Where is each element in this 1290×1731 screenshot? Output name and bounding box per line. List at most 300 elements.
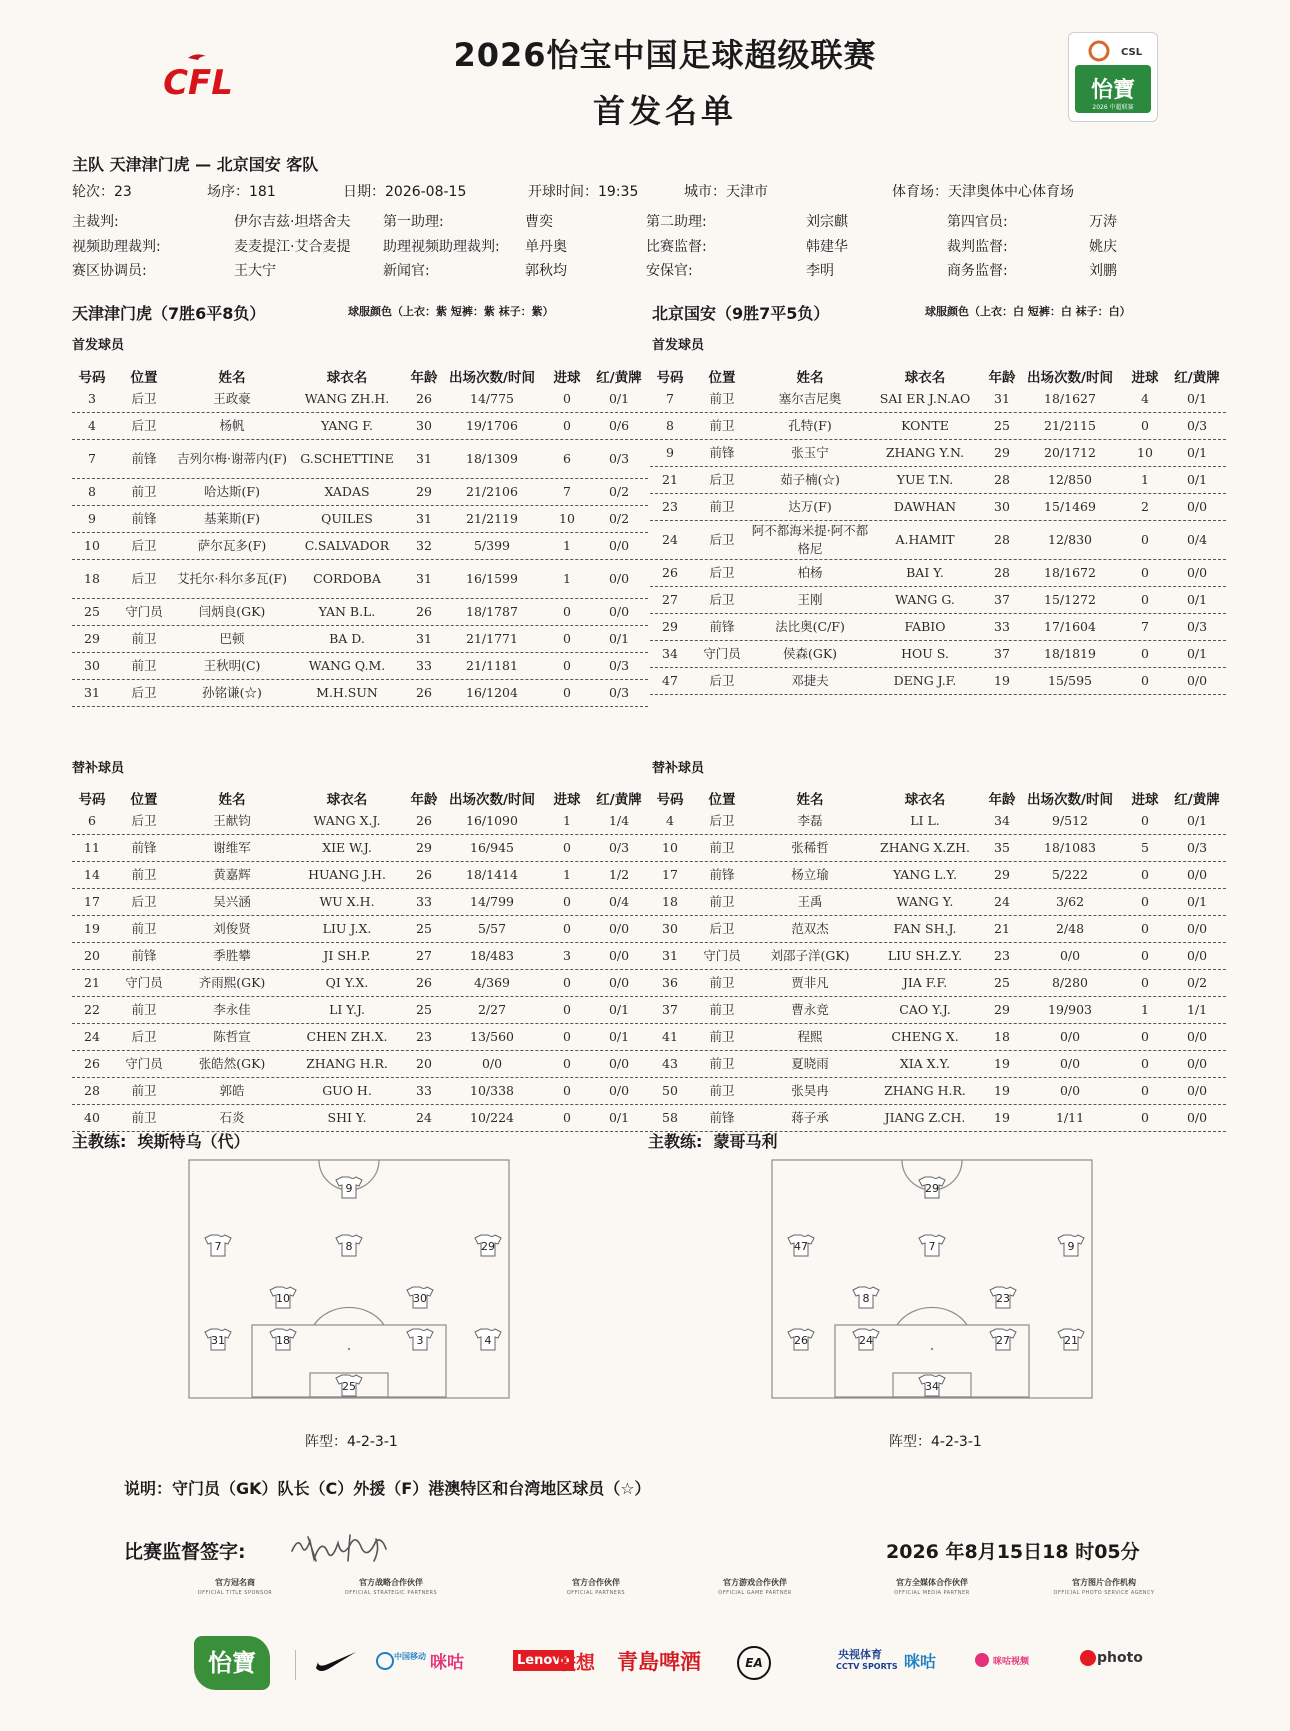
player-age: 37 bbox=[994, 591, 1010, 607]
away-starters-table bbox=[650, 364, 1226, 695]
appearances-minutes: 18/1083 bbox=[1044, 839, 1096, 855]
player-row bbox=[650, 1105, 1226, 1132]
player-age: 27 bbox=[416, 947, 432, 963]
player-row bbox=[650, 467, 1226, 494]
official-label: 第四官员: bbox=[947, 214, 1008, 230]
column-header: 年龄 bbox=[988, 370, 1016, 386]
player-row bbox=[650, 835, 1226, 862]
shirt-name: LI Y.J. bbox=[329, 1001, 365, 1017]
player-number: 8 bbox=[88, 483, 96, 499]
cards: 0/1 bbox=[1186, 471, 1208, 487]
player-row bbox=[72, 413, 648, 440]
player-jersey-icon bbox=[336, 1375, 362, 1396]
column-header: 球衣名 bbox=[326, 370, 368, 386]
partner-caption-en: OFFICIAL PHOTO SERVICE AGENCY bbox=[1053, 1590, 1155, 1596]
player-position: 前卫 bbox=[131, 1109, 157, 1125]
appearances-minutes: 16/1599 bbox=[466, 570, 518, 586]
player-row bbox=[72, 1078, 648, 1105]
jersey-number: 30 bbox=[413, 1292, 427, 1305]
jersey-number: 4 bbox=[484, 1334, 492, 1347]
column-header: 红/黄牌 bbox=[596, 792, 642, 808]
goals: 1 bbox=[563, 866, 571, 882]
partner-caption-en: OFFICIAL STRATEGIC PARTNERS bbox=[344, 1590, 438, 1596]
cards: 0/1 bbox=[1186, 812, 1208, 828]
home-formation: 阵型：4-2-3-1 bbox=[305, 1434, 398, 1450]
cards: 0/1 bbox=[608, 630, 630, 646]
cards: 0/0 bbox=[1186, 564, 1208, 580]
player-number: 19 bbox=[84, 920, 100, 936]
partner-caption: 官方图片合作机构 bbox=[1072, 1578, 1136, 1587]
goals: 0 bbox=[563, 893, 571, 909]
goals: 0 bbox=[563, 1109, 571, 1125]
player-position: 前锋 bbox=[709, 618, 735, 634]
appearances-minutes: 0/0 bbox=[1059, 1055, 1081, 1071]
goals: 10 bbox=[1137, 444, 1153, 460]
appearances-minutes: 14/775 bbox=[470, 390, 514, 406]
appearances-minutes: 10/338 bbox=[470, 1082, 514, 1098]
player-age: 37 bbox=[994, 645, 1010, 661]
player-jersey-icon bbox=[205, 1235, 231, 1256]
cards: 0/3 bbox=[1186, 417, 1208, 433]
player-age: 18 bbox=[994, 1028, 1010, 1044]
player-position: 前卫 bbox=[131, 1001, 157, 1017]
player-age: 19 bbox=[994, 672, 1010, 688]
player-name: 杨立瑜 bbox=[791, 866, 829, 882]
player-number: 7 bbox=[88, 450, 96, 466]
player-position: 后卫 bbox=[709, 920, 735, 936]
jersey-number: 7 bbox=[928, 1240, 936, 1253]
jersey-number: 9 bbox=[345, 1182, 353, 1195]
player-age: 33 bbox=[994, 618, 1010, 634]
goals: 0 bbox=[1141, 866, 1149, 882]
player-jersey-icon bbox=[407, 1287, 433, 1308]
player-jersey-icon bbox=[205, 1329, 231, 1350]
player-position: 前卫 bbox=[709, 893, 735, 909]
official-label: 赛区协调员: bbox=[72, 263, 147, 279]
player-age: 31 bbox=[416, 450, 432, 466]
player-row bbox=[72, 889, 648, 916]
player-number: 10 bbox=[84, 537, 100, 553]
player-position: 前锋 bbox=[709, 444, 735, 460]
player-name: 张稀哲 bbox=[791, 839, 829, 855]
shirt-name: JIANG Z.CH. bbox=[884, 1109, 966, 1125]
table-header bbox=[72, 364, 648, 386]
column-header: 号码 bbox=[656, 792, 684, 808]
cards: 1/4 bbox=[608, 812, 630, 828]
shirt-name: WANG X.J. bbox=[313, 812, 381, 828]
shirt-name: WANG ZH.H. bbox=[304, 390, 390, 406]
player-age: 21 bbox=[994, 920, 1010, 936]
column-header: 姓名 bbox=[796, 370, 824, 386]
appearances-minutes: 18/1672 bbox=[1044, 564, 1096, 580]
player-name: 范双杰 bbox=[791, 920, 829, 936]
china-mobile-icon bbox=[376, 1652, 394, 1670]
player-name: 巴顿 bbox=[219, 630, 245, 646]
player-name: 程熙 bbox=[797, 1028, 823, 1044]
player-number: 29 bbox=[662, 618, 678, 634]
appearances-minutes: 0/0 bbox=[1059, 1082, 1081, 1098]
cards: 0/0 bbox=[608, 1055, 630, 1071]
goals: 0 bbox=[1141, 1109, 1149, 1125]
official-name: 麦麦提江·艾合麦提 bbox=[234, 239, 351, 255]
shirt-name: ZHANG H.R. bbox=[884, 1082, 966, 1098]
shirt-name: QI Y.X. bbox=[325, 974, 369, 990]
appearances-minutes: 18/1414 bbox=[466, 866, 518, 882]
player-position: 前卫 bbox=[131, 483, 157, 499]
goals: 0 bbox=[563, 1001, 571, 1017]
player-row bbox=[650, 668, 1226, 695]
migu-sports-logo: 咪咕 bbox=[904, 1652, 937, 1671]
home-coach bbox=[72, 1129, 250, 1152]
player-jersey-icon bbox=[475, 1235, 501, 1256]
appearances-minutes: 18/1309 bbox=[466, 450, 518, 466]
cards: 0/0 bbox=[1186, 920, 1208, 936]
player-name: 哈达斯(F) bbox=[204, 483, 260, 499]
goals: 3 bbox=[563, 947, 571, 963]
jersey-number: 47 bbox=[794, 1240, 808, 1253]
cards: 0/3 bbox=[608, 684, 630, 700]
official-label: 新闻官: bbox=[383, 263, 430, 279]
player-row bbox=[650, 641, 1226, 668]
page-subtitle: 首发名单 bbox=[592, 92, 737, 130]
player-position: 守门员 bbox=[125, 1055, 163, 1071]
appearances-minutes: 5/222 bbox=[1051, 866, 1089, 882]
column-header: 进球 bbox=[553, 370, 581, 386]
player-row bbox=[72, 1105, 648, 1132]
appearances-minutes: 15/1469 bbox=[1044, 498, 1096, 514]
player-position: 后卫 bbox=[131, 1028, 157, 1044]
player-position: 前卫 bbox=[131, 866, 157, 882]
appearances-minutes: 19/1706 bbox=[466, 417, 518, 433]
migu-video-icon bbox=[975, 1653, 989, 1667]
player-position: 前卫 bbox=[709, 839, 735, 855]
player-position: 守门员 bbox=[703, 645, 741, 661]
player-position: 后卫 bbox=[709, 471, 735, 487]
photo-agency-icon bbox=[1080, 1650, 1096, 1666]
appearances-minutes: 12/830 bbox=[1048, 531, 1092, 547]
goals: 2 bbox=[1141, 498, 1149, 514]
shirt-name: YANG F. bbox=[321, 417, 373, 433]
player-position: 后卫 bbox=[131, 390, 157, 406]
appearances-minutes: 14/799 bbox=[470, 893, 514, 909]
cards: 0/0 bbox=[1186, 1109, 1208, 1125]
away-formation-pitch bbox=[771, 1159, 1093, 1399]
appearances-minutes: 5/57 bbox=[477, 920, 507, 936]
ea-logo: EA bbox=[737, 1646, 771, 1680]
official-name: 姚庆 bbox=[1089, 239, 1117, 255]
player-row bbox=[650, 1051, 1226, 1078]
cards: 0/0 bbox=[608, 974, 630, 990]
appearances-minutes: 21/2115 bbox=[1044, 417, 1096, 433]
player-age: 31 bbox=[416, 630, 432, 646]
away-formation: 阵型：4-2-3-1 bbox=[889, 1434, 982, 1450]
partner-caption-en: OFFICIAL PARTNERS bbox=[566, 1590, 626, 1596]
player-name: 郭皓 bbox=[219, 1082, 245, 1098]
shirt-name: WANG Q.M. bbox=[308, 657, 386, 673]
column-header: 进球 bbox=[1131, 792, 1159, 808]
player-name: 李磊 bbox=[797, 812, 823, 828]
player-name: 齐雨熙(GK) bbox=[198, 974, 266, 990]
column-header: 年龄 bbox=[410, 792, 438, 808]
player-row bbox=[72, 440, 648, 479]
cards: 0/1 bbox=[1186, 893, 1208, 909]
player-number: 36 bbox=[662, 974, 678, 990]
player-name: 张皓然(GK) bbox=[198, 1055, 266, 1071]
round: 轮次：23 bbox=[72, 184, 132, 200]
player-number: 30 bbox=[662, 920, 678, 936]
shirt-name: WANG G. bbox=[895, 591, 955, 607]
official-name: 单丹奥 bbox=[525, 239, 567, 255]
player-number: 10 bbox=[662, 839, 678, 855]
appearances-minutes: 20/1712 bbox=[1044, 444, 1096, 460]
player-position: 前卫 bbox=[709, 1082, 735, 1098]
official-name: 王大宁 bbox=[234, 263, 276, 279]
player-number: 26 bbox=[662, 564, 678, 580]
player-name: 王刚 bbox=[797, 591, 823, 607]
official-name: 李明 bbox=[806, 263, 834, 279]
official-label: 商务监督: bbox=[947, 263, 1008, 279]
official-label: 第一助理: bbox=[383, 214, 444, 230]
player-position: 后卫 bbox=[131, 893, 157, 909]
goals: 4 bbox=[1141, 390, 1149, 406]
appearances-minutes: 1/11 bbox=[1055, 1109, 1085, 1125]
player-age: 26 bbox=[416, 390, 432, 406]
player-position: 后卫 bbox=[131, 537, 157, 553]
cards: 0/0 bbox=[608, 570, 630, 586]
player-age: 24 bbox=[994, 893, 1010, 909]
goals: 0 bbox=[1141, 417, 1149, 433]
cards: 0/1 bbox=[1186, 390, 1208, 406]
player-position: 前卫 bbox=[131, 1082, 157, 1098]
player-position: 后卫 bbox=[709, 591, 735, 607]
column-header: 号码 bbox=[78, 792, 106, 808]
player-row bbox=[650, 889, 1226, 916]
player-age: 33 bbox=[416, 657, 432, 673]
teams-line: 主队 天津津门虎 — 北京国安 客队 bbox=[72, 155, 319, 174]
player-name: 贾非凡 bbox=[791, 974, 829, 990]
player-number: 4 bbox=[88, 417, 96, 433]
jersey-number: 7 bbox=[214, 1240, 222, 1253]
player-age: 34 bbox=[994, 812, 1010, 828]
player-number: 18 bbox=[662, 893, 678, 909]
jersey-number: 8 bbox=[862, 1292, 870, 1305]
player-age: 29 bbox=[416, 839, 432, 855]
player-name: 刘邵子洋(GK) bbox=[770, 947, 850, 963]
column-header: 红/黄牌 bbox=[596, 370, 642, 386]
player-position: 前卫 bbox=[709, 498, 735, 514]
player-age: 25 bbox=[994, 974, 1010, 990]
player-name: 李永佳 bbox=[213, 1001, 251, 1017]
goals: 1 bbox=[563, 812, 571, 828]
player-name: 阿不都海米提·阿不都格尼 bbox=[751, 522, 869, 556]
player-age: 19 bbox=[994, 1109, 1010, 1125]
appearances-minutes: 12/850 bbox=[1048, 471, 1092, 487]
cards: 0/0 bbox=[1186, 1028, 1208, 1044]
player-number: 27 bbox=[662, 591, 678, 607]
sponsor-divider bbox=[295, 1650, 296, 1680]
player-position: 守门员 bbox=[125, 974, 163, 990]
player-number: 7 bbox=[666, 390, 674, 406]
player-position: 前锋 bbox=[131, 510, 157, 526]
shirt-name: XIE W.J. bbox=[322, 839, 372, 855]
player-row bbox=[72, 560, 648, 599]
partner-caption: 官方合作伙伴 bbox=[572, 1578, 620, 1587]
jersey-number: 23 bbox=[996, 1292, 1010, 1305]
partner-caption-en: OFFICIAL GAME PARTNER bbox=[718, 1590, 792, 1596]
partner-caption: 官方冠名商 bbox=[215, 1578, 255, 1587]
player-position: 前锋 bbox=[131, 947, 157, 963]
player-jersey-icon bbox=[853, 1329, 879, 1350]
goals: 0 bbox=[563, 974, 571, 990]
goals: 7 bbox=[563, 483, 571, 499]
svg-text:怡寶: 怡寶 bbox=[1090, 78, 1136, 103]
player-name: 孔特(F) bbox=[788, 417, 832, 433]
goals: 0 bbox=[563, 390, 571, 406]
player-row bbox=[72, 1051, 648, 1078]
player-age: 33 bbox=[416, 1082, 432, 1098]
jersey-number: 31 bbox=[211, 1334, 225, 1347]
player-name: 夏晓雨 bbox=[791, 1055, 829, 1071]
player-age: 28 bbox=[994, 564, 1010, 580]
cards: 0/1 bbox=[608, 1001, 630, 1017]
player-number: 4 bbox=[666, 812, 674, 828]
appearances-minutes: 18/1787 bbox=[466, 603, 518, 619]
official-label: 助理视频助理裁判: bbox=[383, 239, 500, 255]
away-coach-label: 主教练: bbox=[648, 1132, 703, 1151]
player-name: 曹永竞 bbox=[791, 1001, 829, 1017]
player-row bbox=[650, 1024, 1226, 1051]
player-jersey-icon bbox=[407, 1329, 433, 1350]
partner-caption-en: OFFICIAL MEDIA PARTNER bbox=[894, 1590, 970, 1596]
player-position: 前锋 bbox=[131, 839, 157, 855]
player-name: 闫炳良(GK) bbox=[198, 603, 266, 619]
player-number: 25 bbox=[84, 603, 100, 619]
jersey-number: 21 bbox=[1064, 1334, 1078, 1347]
cards: 0/0 bbox=[1186, 672, 1208, 688]
player-position: 后卫 bbox=[709, 531, 735, 547]
column-header: 位置 bbox=[130, 370, 158, 386]
shirt-name: YAN B.L. bbox=[318, 603, 376, 619]
official-label: 视频助理裁判: bbox=[72, 239, 161, 255]
cards: 1/1 bbox=[1186, 1001, 1208, 1017]
cards: 0/0 bbox=[1186, 866, 1208, 882]
official-name: 韩建华 bbox=[806, 239, 848, 255]
appearances-minutes: 0/0 bbox=[1059, 947, 1081, 963]
away-subs-heading: 替补球员 bbox=[652, 761, 705, 776]
appearances-minutes: 16/945 bbox=[470, 839, 514, 855]
shirt-name: CHEN ZH.X. bbox=[306, 1028, 388, 1044]
table-header bbox=[650, 364, 1226, 386]
player-position: 前卫 bbox=[131, 630, 157, 646]
player-number: 26 bbox=[84, 1055, 100, 1071]
column-header: 出场次数/时间 bbox=[1027, 792, 1113, 808]
goals: 0 bbox=[563, 1055, 571, 1071]
official-label: 第二助理: bbox=[646, 214, 707, 230]
player-age: 26 bbox=[416, 603, 432, 619]
player-row bbox=[72, 599, 648, 626]
player-row bbox=[72, 653, 648, 680]
player-position: 前卫 bbox=[709, 974, 735, 990]
player-name: 黄嘉辉 bbox=[213, 866, 251, 882]
jersey-number: 3 bbox=[416, 1334, 424, 1347]
column-header: 姓名 bbox=[218, 370, 246, 386]
player-row bbox=[650, 386, 1226, 413]
legend-note: 说明：守门员（GK）队长（C）外援（F）港澳特区和台湾地区球员（☆） bbox=[124, 1479, 651, 1498]
player-jersey-icon bbox=[336, 1177, 362, 1198]
home-starters-heading: 首发球员 bbox=[72, 338, 125, 353]
official-name: 刘宗麒 bbox=[806, 214, 848, 230]
shirt-name: SAI ER J.N.AO bbox=[879, 390, 971, 406]
svg-text:CSL: CSL bbox=[1121, 47, 1143, 58]
goals: 0 bbox=[563, 920, 571, 936]
player-row bbox=[72, 1024, 648, 1051]
player-row bbox=[72, 479, 648, 506]
appearances-minutes: 18/1627 bbox=[1044, 390, 1096, 406]
player-age: 31 bbox=[994, 390, 1010, 406]
column-header: 进球 bbox=[1131, 370, 1159, 386]
goals: 1 bbox=[563, 537, 571, 553]
player-number: 21 bbox=[84, 974, 100, 990]
player-name: 达万(F) bbox=[788, 498, 832, 514]
player-name: 基莱斯(F) bbox=[204, 510, 260, 526]
cards: 0/3 bbox=[1186, 839, 1208, 855]
player-jersey-icon bbox=[919, 1375, 945, 1396]
official-name: 万涛 bbox=[1089, 214, 1117, 230]
goals: 0 bbox=[1141, 893, 1149, 909]
goals: 0 bbox=[1141, 974, 1149, 990]
player-row bbox=[72, 808, 648, 835]
appearances-minutes: 9/512 bbox=[1051, 812, 1089, 828]
player-age: 29 bbox=[994, 1001, 1010, 1017]
player-age: 31 bbox=[416, 510, 432, 526]
player-number: 9 bbox=[88, 510, 96, 526]
goals: 0 bbox=[1141, 812, 1149, 828]
player-name: 杨帆 bbox=[219, 417, 245, 433]
match-date: 日期：2026-08-15 bbox=[343, 184, 467, 200]
goals: 0 bbox=[563, 630, 571, 646]
player-age: 23 bbox=[994, 947, 1010, 963]
supervisor-signature bbox=[288, 1525, 408, 1569]
player-number: 34 bbox=[662, 645, 678, 661]
china-mobile-text: 中国移动 bbox=[394, 1652, 426, 1661]
player-age: 19 bbox=[994, 1055, 1010, 1071]
home-starters-table bbox=[72, 364, 648, 707]
player-name: 石炎 bbox=[219, 1109, 245, 1125]
player-row bbox=[650, 808, 1226, 835]
player-age: 32 bbox=[416, 537, 432, 553]
column-header: 球衣名 bbox=[904, 370, 946, 386]
shirt-name: YUE T.N. bbox=[896, 471, 954, 487]
player-position: 后卫 bbox=[131, 417, 157, 433]
lenovo-logo: Lenovo bbox=[513, 1650, 574, 1671]
shirt-name: LIU J.X. bbox=[322, 920, 372, 936]
player-age: 24 bbox=[416, 1109, 432, 1125]
player-age: 23 bbox=[416, 1028, 432, 1044]
player-age: 26 bbox=[416, 684, 432, 700]
tsingtao-logo: 青島啤酒 bbox=[617, 1650, 701, 1674]
player-name: 刘俊贤 bbox=[213, 920, 251, 936]
shirt-name: YANG L.Y. bbox=[892, 866, 958, 882]
appearances-minutes: 18/1819 bbox=[1044, 645, 1096, 661]
cards: 0/1 bbox=[608, 390, 630, 406]
shirt-name: HOU S. bbox=[901, 645, 949, 661]
player-number: 3 bbox=[88, 390, 96, 406]
cards: 0/1 bbox=[1186, 444, 1208, 460]
page-title: 2026怡宝中国足球超级联赛 bbox=[453, 36, 877, 74]
shirt-name: WANG Y. bbox=[896, 893, 954, 909]
goals: 1 bbox=[563, 570, 571, 586]
jersey-number: 29 bbox=[481, 1240, 495, 1253]
